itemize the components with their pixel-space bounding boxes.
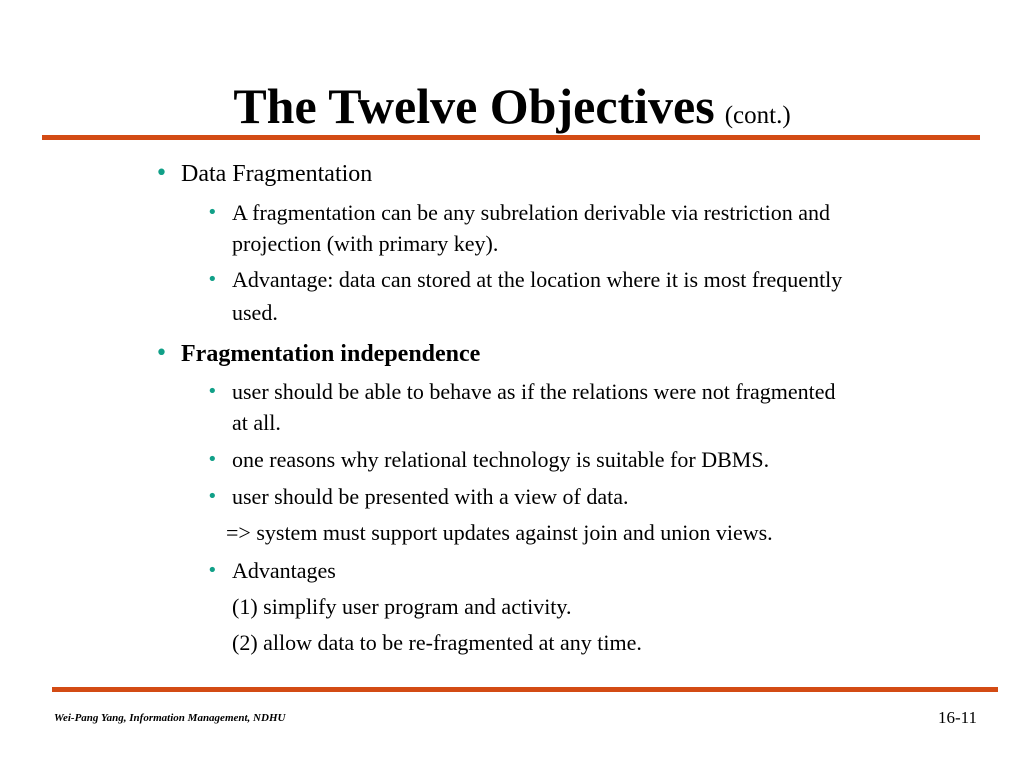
bullet-heading-data-fragmentation: Data Fragmentation xyxy=(181,161,373,187)
advantage-item: (1) simplify user program and activity. xyxy=(232,594,572,619)
page-number: 16-11 xyxy=(937,708,977,727)
sub-bullet-note: => system must support updates against join and union views. xyxy=(226,520,773,545)
title-text: The Twelve Objectives xyxy=(233,78,715,134)
bullet-dot-icon: • xyxy=(207,486,218,507)
bullet-dot-icon: • xyxy=(207,202,218,223)
sub-bullet-text: user should be presented with a view of data. xyxy=(232,484,629,509)
sub-bullet-text: Advantage: data can stored at the location where it is most frequently xyxy=(232,267,843,292)
bullet-dot-icon: • xyxy=(207,560,218,581)
sub-bullet-continuation: used. xyxy=(232,300,278,325)
sub-bullet-text: user should be able to behave as if the relations were not fragmented xyxy=(232,379,836,404)
bullet-dot-icon: • xyxy=(207,449,218,470)
title-suffix: (cont.) xyxy=(724,102,791,129)
bullet-dot-icon: • xyxy=(155,341,168,366)
footer-divider xyxy=(52,687,998,692)
bullet-dot-icon: • xyxy=(155,161,168,186)
advantage-item: (2) allow data to be re-fragmented at any time. xyxy=(232,630,642,655)
bullet-dot-icon: • xyxy=(207,381,218,402)
bullet-dot-icon: • xyxy=(207,269,218,290)
sub-bullet-continuation: at all. xyxy=(232,410,281,435)
sub-bullet-text: A fragmentation can be any subrelation derivable via restriction and xyxy=(232,200,831,225)
sub-bullet-text: one reasons why relational technology is suitable for DBMS. xyxy=(232,447,770,472)
sub-bullet-continuation: projection (with primary key). xyxy=(232,231,499,256)
sub-bullet-text: Advantages xyxy=(232,558,336,583)
footer-author: Wei-Pang Yang, Information Management, NDHU xyxy=(54,712,286,724)
bullet-heading-fragmentation-independence: Fragmentation independence xyxy=(181,341,481,367)
